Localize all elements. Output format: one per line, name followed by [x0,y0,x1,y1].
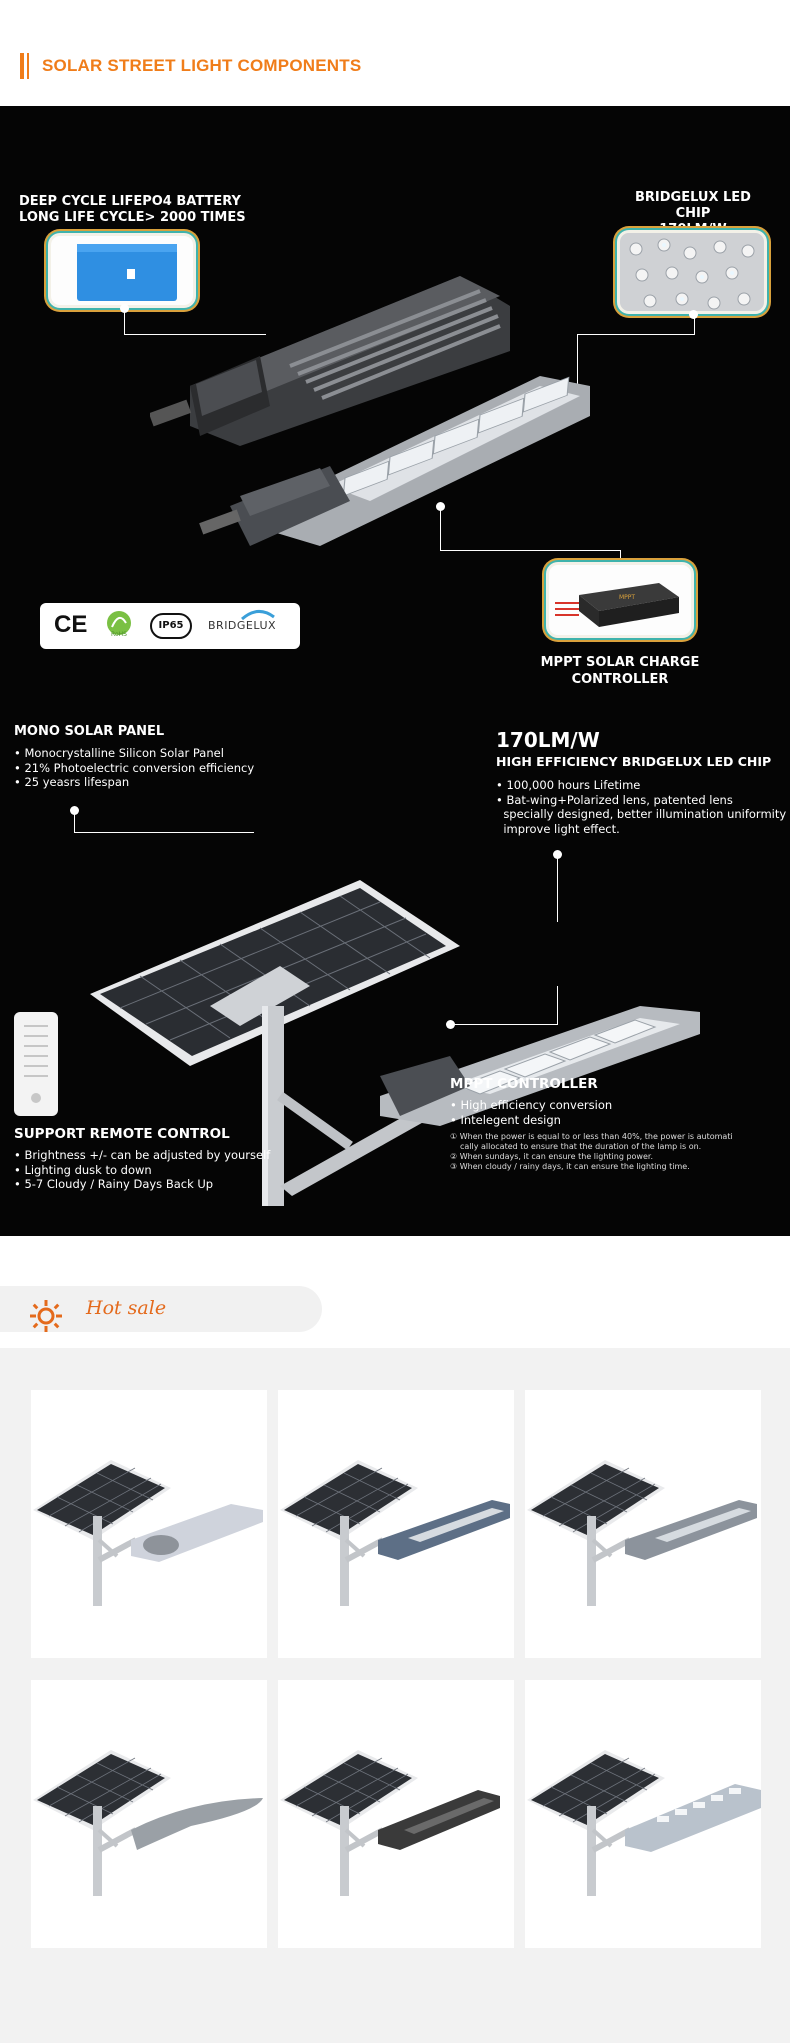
product-5-image [278,1680,514,1948]
bridgelux-swoosh-icon [240,607,276,621]
accent-bar [20,53,24,79]
product-grid [0,1348,790,2043]
connector-line [440,550,620,551]
product-card[interactable] [278,1390,514,1658]
remote-title: SUPPORT REMOTE CONTROL [14,1126,230,1142]
remote-bullet: • Lighting dusk to down [14,1162,152,1177]
remote-bullets [14,1148,270,1192]
mppt-note: cally allocated to ensure that the duration of the lamp is on. [460,1142,702,1151]
connector-line [450,1024,558,1025]
controller-label-line1: MPPT SOLAR CHARGE [540,655,700,670]
controller-image-frame [546,562,694,638]
connector-line [74,810,75,832]
svg-text:MPPT: MPPT [619,594,636,601]
solar-panel-bullet: • Monocrystalline Silicon Solar Panel [14,746,224,760]
led-feature-big-title: 170LM/W [496,728,600,752]
remote-control-image [14,1012,58,1116]
hot-sale-section [0,1236,790,1348]
led-chip-label-line1: BRIDGELUX LED CHIP [635,190,751,221]
product-2-image [278,1390,514,1658]
led-bullet: improve light effect. [503,821,620,836]
mppt-note: ① When the power is equal to or less than 40%, the power is automati [450,1132,733,1141]
mppt-bullet: • Intelegent design [450,1112,561,1127]
rohs-badge: RoHS [104,609,134,641]
connector-line [620,550,621,562]
battery-label-line2: LONG LIFE CYCLE> 2000 TIMES [19,210,246,225]
remote-bullet: • 5-7 Cloudy / Rainy Days Back Up [14,1177,214,1191]
product-card[interactable] [525,1680,761,1948]
hot-sale-title: Hot sale [86,1297,167,1319]
remote-bullet: • Brightness +/- can be adjusted by yourself [14,1148,271,1162]
controller-label [518,654,722,688]
product-3-image [525,1390,761,1658]
product-card[interactable] [31,1680,267,1948]
ip65-badge: IP65 [150,613,192,639]
mppt-note: ③ When cloudy / rainy days, it can ensure the lighting time. [450,1162,690,1171]
mppt-bullet: • High efficiency conversion [450,1098,613,1112]
battery-label-line1: DEEP CYCLE LIFEPO4 BATTERY [19,194,241,209]
mppt-bullets [450,1098,612,1127]
led-feature-title: HIGH EFFICIENCY BRIDGELUX LED CHIP [496,754,772,769]
connector-dot [446,1020,455,1029]
connector-line [440,506,441,550]
product-6-image [525,1680,761,1948]
mppt-note: ② When sundays, it can ensure the lighting power. [450,1152,653,1161]
led-bullet: specially designed, better illumination uniformity [503,807,787,821]
sun-icon [28,1298,64,1334]
product-card[interactable] [31,1390,267,1658]
product-4-image [31,1680,267,1948]
lamp-exploded-illustration [150,256,710,556]
solar-panel-bullet: • 21% Photoelectric conversion efficiency [14,760,255,775]
section-title: SOLAR STREET LIGHT COMPONENTS [42,56,362,75]
connector-dot [436,502,445,511]
connector-line [557,986,558,1024]
led-bullet: • 100,000 hours Lifetime [496,778,641,792]
solar-panel-bullet: • 25 yeasrs lifespan [14,775,130,789]
product-card[interactable] [278,1680,514,1948]
controller-label-line2: CONTROLLER [571,672,669,687]
mppt-notes [450,1132,733,1172]
section-header [0,0,790,106]
controller-icon [549,565,694,638]
remote-icon [14,1012,58,1116]
bridgelux-logo: BRIDGELUX [208,619,277,632]
components-showcase [0,106,790,1236]
connector-dot [120,304,129,313]
product-1-image [31,1390,267,1658]
accent-bar-thin [27,53,29,79]
battery-label [19,194,246,226]
led-bullet: • Bat-wing+Polarized lens, patented lens [496,792,733,807]
product-card[interactable] [525,1390,761,1658]
mppt-title: MPPT CONTROLLER [450,1076,598,1092]
certification-badges [40,603,300,649]
ce-badge: CE [54,611,88,638]
solar-panel-title: MONO SOLAR PANEL [14,724,165,739]
